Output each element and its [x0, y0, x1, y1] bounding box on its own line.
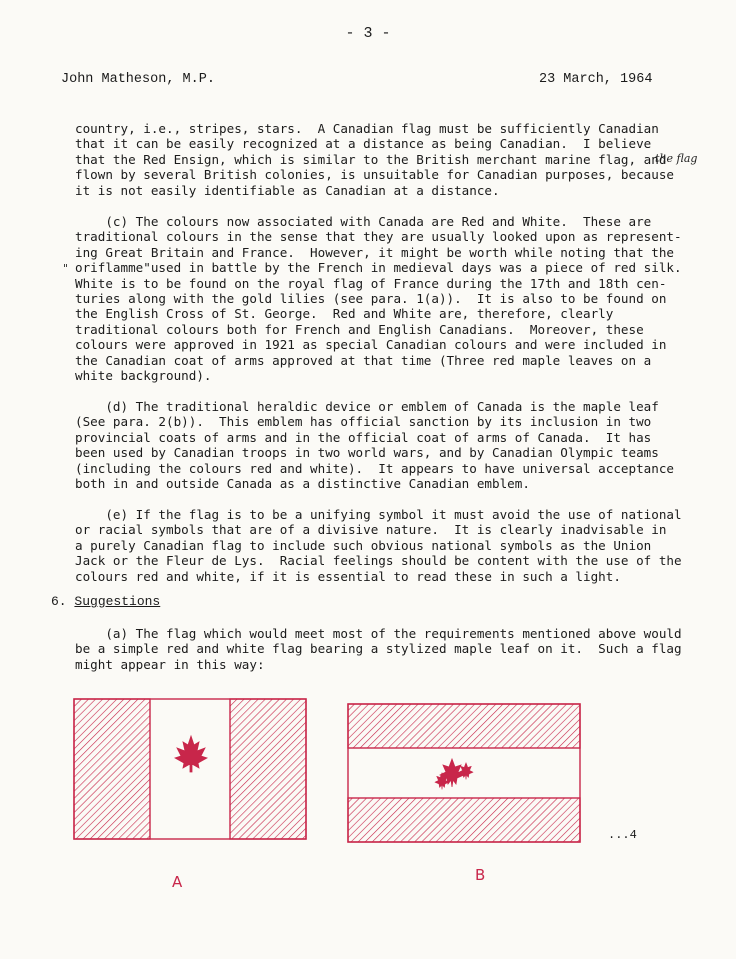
paragraph-c: (c) The colours now associated with Canada are Red and White. These are traditional colours in the sense that they are usually looked upon as represent- ing Great Britain and France. However, it might be worth while noting that the oriflamme"used in battle by the French in medieval days was a piece of red silk. White is to be found on the royal flag of France during the 17th and 18th cen- turies along with the gold lilies (see para. 1(a)). It is also to be found on the English Cross of St. George. Red and White are, therefore, clearly traditional colours both for French and English Canadians. Moreover, these colours were approved in 1921 as special Canadian colours and were included in the Canadian coat of arms approved at that time (Three red maple leaves on a white background). [75, 214, 682, 384]
flag-b-maple-leaves-icon [435, 759, 473, 789]
flag-a-label: A [172, 873, 183, 891]
paragraph-d: (d) The traditional heraldic device or emblem of Canada is the maple leaf (See para. 2(b)). This emblem has official sanction by its inclusion in two provincial coats of arms and in the official coat of arms of Canada. It has been used by Canadian troops in two world wars, and by Canadian Olympic teams (including the colours red and white). It appears to have universal acceptance both in and outside Canada as a distinctive Canadian emblem. [75, 399, 674, 492]
flag-a-right-band [230, 699, 306, 839]
page-number: - 3 - [345, 25, 391, 42]
flag-a-sketch [70, 696, 310, 844]
continued-marker: ...4 [608, 828, 637, 842]
flag-a-left-band [74, 699, 150, 839]
section-heading [51, 594, 160, 609]
section-title: Suggestions [74, 594, 161, 609]
flag-a-maple-leaf-icon [175, 736, 207, 772]
handwritten-quote-mark: " [63, 262, 69, 275]
handwritten-insert: the flag [655, 152, 698, 165]
flag-b-label: B [475, 866, 486, 884]
paragraph-e: (e) If the flag is to be a unifying symbol it must avoid the use of national or racial symbols that are of a divisive nature. It is clearly inadvisable in a purely Canadian flag to include such obvious national symbols as the Union Jack or the Fleur de Lys. Racial feelings should be content with the use of the colours red and white, if it is essential to read these in such a light. [75, 507, 682, 584]
paragraph-intro: country, i.e., stripes, stars. A Canadian flag must be sufficiently Canadian that it can be easily recognized at a distance as being Canadian. I believe that the Red Ensign, which is similar to the British merchant marine flag, and flown by several British colonies, is unsuitable for Canadian purposes, because it is not easily identifiable as Canadian at a distance. [75, 121, 674, 198]
section-number: 6. [51, 594, 67, 609]
flag-b-sketch [344, 700, 584, 846]
letter-date: 23 March, 1964 [539, 72, 653, 87]
addressee: John Matheson, M.P. [61, 72, 215, 87]
paragraph-6a: (a) The flag which would meet most of the requirements mentioned above would be a simple red and white flag bearing a stylized maple leaf on it. Such a flag might appear in this way: [75, 626, 682, 672]
flag-b-bottom-band [348, 798, 580, 842]
flag-b-top-band [348, 704, 580, 748]
